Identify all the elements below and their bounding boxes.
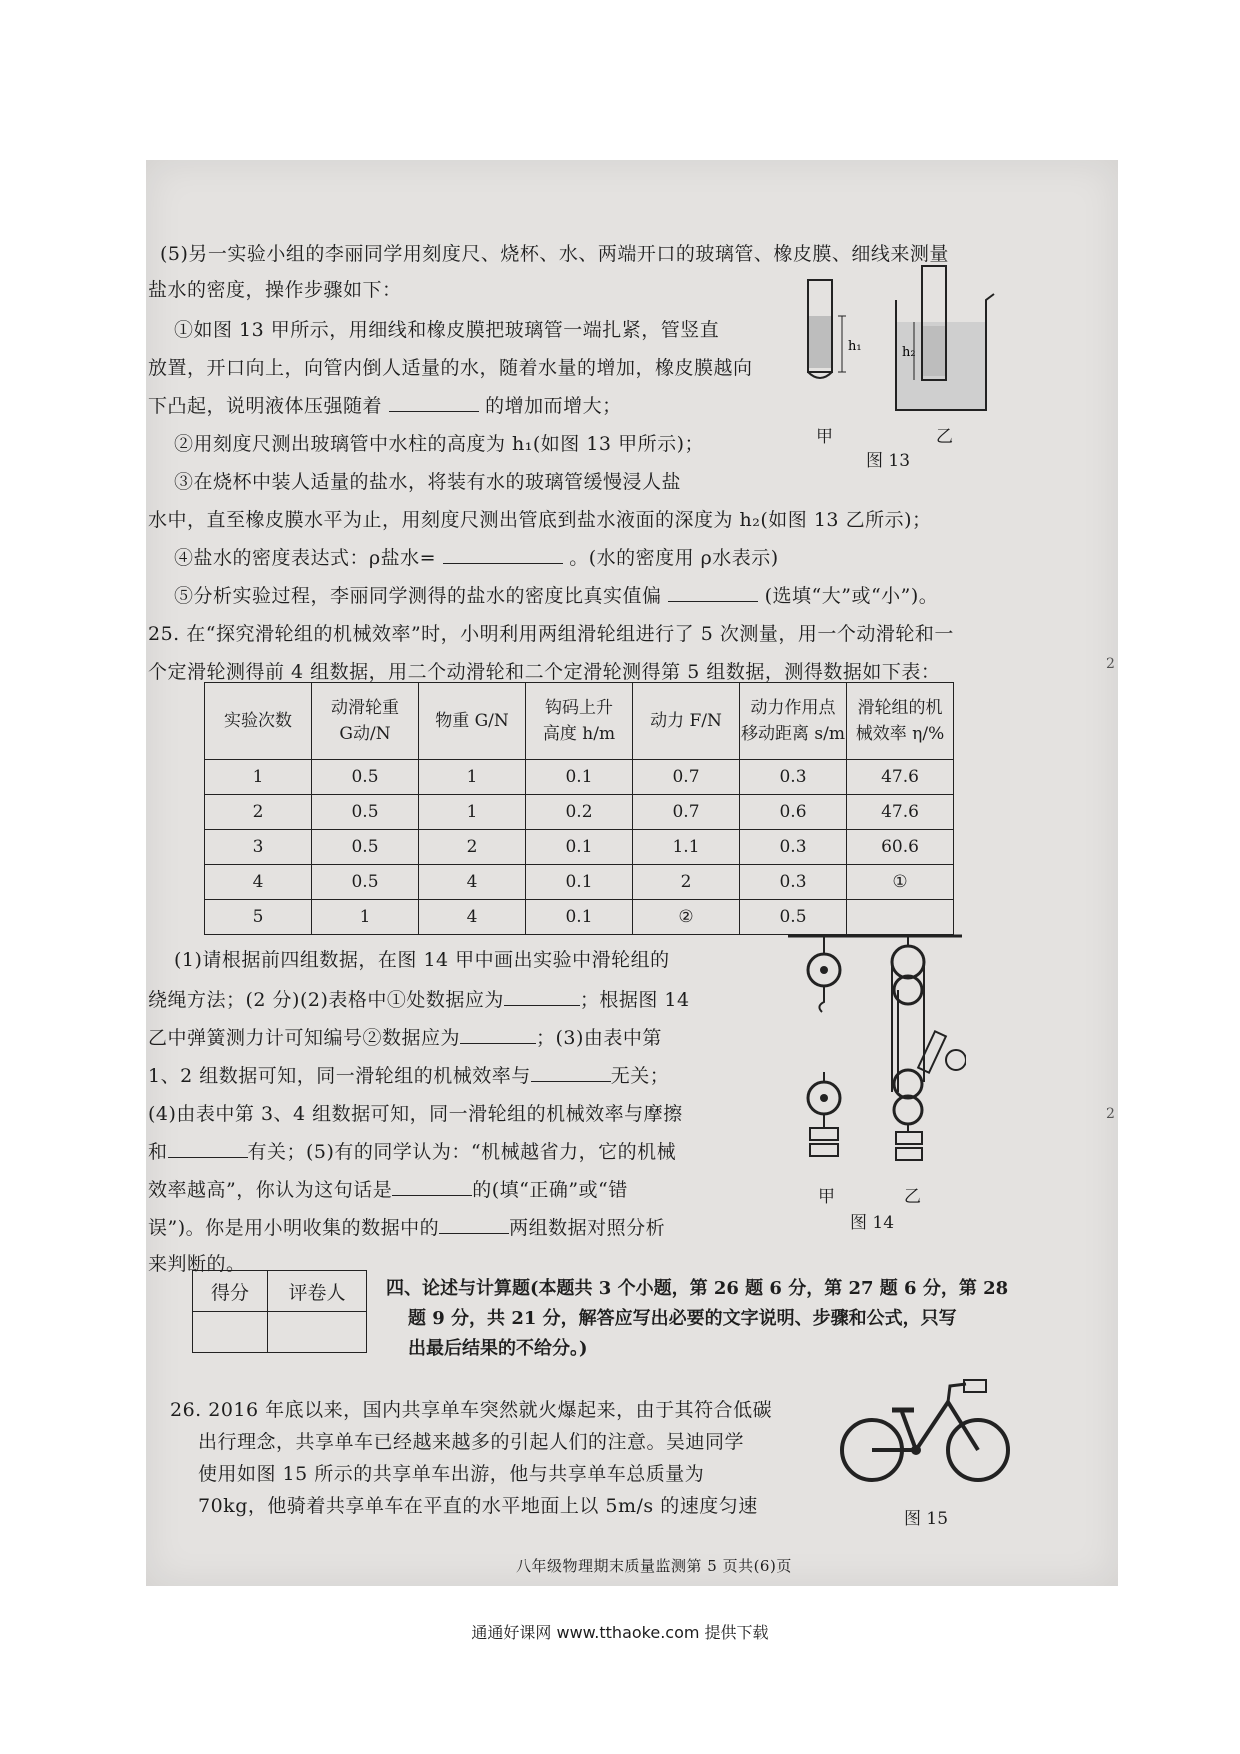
site-download-footer: 通通好课网 www.tthaoke.com 提供下载	[471, 1623, 769, 1642]
table-cell: ①	[847, 865, 954, 900]
q25-p8-pre: 误”)。你是用小明收集的数据中的	[148, 1217, 440, 1239]
table-cell: 0.5	[312, 795, 419, 830]
q25-blank-2[interactable]	[460, 1027, 536, 1044]
table-cell: 0.5	[312, 830, 419, 865]
q24-line1: (5)另一实验小组的李丽同学用刻度尺、烧杯、水、两端开口的玻璃管、橡皮膜、细线来测量	[160, 243, 949, 265]
q24-blank-3[interactable]	[668, 585, 758, 602]
header-pulley-weight: 动滑轮重 G动/N	[312, 683, 419, 760]
q25-p7-pre: 效率越高”，你认为这句话是	[148, 1179, 393, 1201]
q24-step4-pre: ④盐水的密度表达式：ρ盐水=	[174, 547, 437, 569]
q24-step5-pre: ⑤分析实验过程，李丽同学测得的盐水的密度比真实值偏	[174, 585, 662, 607]
q24-step4	[174, 546, 779, 570]
bicycle-icon	[836, 1374, 1016, 1494]
table-cell: 0.1	[526, 865, 633, 900]
q25-blank-6[interactable]	[439, 1217, 509, 1234]
table-cell: 0.2	[526, 795, 633, 830]
q24-step3b: 水中，直至橡皮膜水平为止，用刻度尺测出管底到盐水液面的深度为 h₂(如图 13 乙所示)；	[148, 509, 932, 531]
section4-l1: 四、论述与计算题(本题共 3 个小题，第 26 题 6 分，第 27 题 6 分，第 28	[386, 1278, 1009, 1299]
table-cell: 0.5	[740, 900, 847, 935]
q24-step1c	[148, 394, 622, 418]
q24-step1b: 放置，开口向上，向管内倒人适量的水，随着水量的增加，橡皮膜越向	[148, 357, 753, 379]
figure-14-pulley-diagram	[786, 932, 966, 1202]
q25-p9: 来判断的。	[148, 1253, 246, 1275]
header-force: 动力 F/N	[633, 683, 740, 760]
table-cell: 0.7	[633, 760, 740, 795]
q25-p8	[148, 1216, 665, 1240]
table-cell: 4	[419, 900, 526, 935]
table-cell: 1	[419, 760, 526, 795]
header-lift-height: 钩码上升 高度 h/m	[526, 683, 633, 760]
table-cell: 0.6	[740, 795, 847, 830]
q24-step4-post: 。(水的密度用 ρ水表示)	[569, 547, 779, 569]
q25-line2: 个定滑轮测得前 4 组数据，用二个动滑轮和二个定滑轮测得第 5 组数据，测得数据如下表：	[148, 661, 941, 683]
table-cell: ②	[633, 900, 740, 935]
table-row	[205, 830, 954, 865]
q24-step1c-post: 的增加而增大；	[485, 395, 622, 417]
q24-step1a: ①如图 13 甲所示，用细线和橡皮膜把玻璃管一端扎紧，管竖直	[174, 319, 720, 341]
q26-l3: 使用如图 15 所示的共享单车出游，他与共享单车总质量为	[198, 1463, 705, 1485]
q25-blank-1[interactable]	[504, 989, 580, 1006]
q25-p8-post: 两组数据对照分析	[509, 1217, 666, 1239]
table-cell: 0.1	[526, 900, 633, 935]
table-cell: 1	[205, 760, 312, 795]
q25-p3-pre: 乙中弹簧测力计可知编号②数据应为	[148, 1027, 461, 1049]
table-cell: 2	[419, 830, 526, 865]
q25-p3-post: ；(3)由表中第	[536, 1027, 662, 1049]
q25-p5: (4)由表中第 3、4 组数据可知，同一滑轮组的机械效率与摩擦	[148, 1103, 683, 1125]
q24-step1c-pre: 下凸起，说明液体压强随着	[148, 395, 383, 417]
table-cell: 3	[205, 830, 312, 865]
q25-line1: 25. 在“探究滑轮组的机械效率”时，小明利用两组滑轮组进行了 5 次测量，用一个动滑轮和一	[148, 623, 954, 645]
table-cell: 0.3	[740, 865, 847, 900]
header-distance: 动力作用点 移动距离 s/m	[740, 683, 847, 760]
table-cell: 2	[205, 795, 312, 830]
q25-blank-3[interactable]	[531, 1065, 611, 1082]
q25-p2-post: ；根据图 14	[579, 989, 690, 1011]
q24-step3a: ③在烧杯中装人适量的盐水，将装有水的玻璃管缓慢浸人盐	[174, 471, 682, 493]
q25-p4-pre: 1、2 组数据可知，同一滑轮组的机械效率与	[148, 1065, 531, 1087]
table-row	[205, 865, 954, 900]
q25-p2-pre: 绕绳方法；(2 分)(2)表格中①处数据应为	[148, 989, 504, 1011]
q25-p7-post: 的(填“正确”或“错	[472, 1179, 628, 1201]
q26-l2: 出行理念，共享单车已经越来越多的引起人们的注意。吴迪同学	[198, 1431, 745, 1453]
fig13-h1: h₁	[848, 339, 862, 354]
table-cell: 0.3	[740, 760, 847, 795]
fig13-label-yi: 乙	[936, 427, 953, 447]
table-cell: 0.5	[312, 865, 419, 900]
table-row	[205, 900, 954, 935]
q26-l4: 70kg，他骑着共享单车在平直的水平地面上以 5m/s 的速度匀速	[198, 1495, 758, 1517]
fig14-label-jia: 甲	[818, 1187, 835, 1207]
edge-mark: 2	[1106, 656, 1115, 672]
exam-paper-scan	[146, 160, 1118, 1586]
q24-step2: ②用刻度尺测出玻璃管中水柱的高度为 h₁(如图 13 甲所示)；	[174, 433, 704, 455]
table-cell: 0.5	[312, 760, 419, 795]
fig13-caption: 图 13	[866, 451, 911, 471]
table-cell: 4	[205, 865, 312, 900]
table-header-row	[205, 683, 954, 760]
page-number-footer: 八年级物理期末质量监测第 5 页共(6)页	[516, 1557, 792, 1575]
table-row	[205, 795, 954, 830]
table-cell: 1.1	[633, 830, 740, 865]
header-efficiency: 滑轮组的机 械效率 η/%	[847, 683, 954, 760]
q24-line2: 盐水的密度，操作步骤如下：	[148, 279, 402, 301]
q25-blank-4[interactable]	[168, 1141, 248, 1158]
score-cell[interactable]	[193, 1312, 268, 1353]
q25-p4-post: 无关；	[610, 1065, 670, 1087]
q25-p2	[148, 988, 690, 1012]
table-cell: 1	[312, 900, 419, 935]
table-cell: 0.1	[526, 760, 633, 795]
grader-cell[interactable]	[268, 1312, 367, 1353]
table-cell: 5	[205, 900, 312, 935]
q25-p6	[148, 1140, 676, 1164]
q24-blank-1[interactable]	[389, 395, 479, 412]
fig14-label-yi: 乙	[904, 1187, 921, 1207]
score-label: 得分	[193, 1271, 268, 1312]
q25-p1: (1)请根据前四组数据，在图 14 甲中画出实验中滑轮组的	[174, 949, 670, 971]
q25-p6-post: 有关；(5)有的同学认为：“机械越省力，它的机械	[247, 1141, 677, 1163]
table-cell: 0.1	[526, 830, 633, 865]
section4-l2: 题 9 分，共 21 分，解答应写出必要的文字说明、步骤和公式，只写	[408, 1308, 957, 1329]
q24-blank-2[interactable]	[443, 547, 563, 564]
fig15-caption: 图 15	[904, 1509, 949, 1529]
edge-mark: 2	[1106, 1106, 1115, 1122]
table-cell: 0.3	[740, 830, 847, 865]
table-cell: 47.6	[847, 795, 954, 830]
q25-data-table	[204, 682, 954, 935]
table-cell: 60.6	[847, 830, 954, 865]
table-cell: 0.7	[633, 795, 740, 830]
table-cell	[847, 900, 954, 935]
header-trial: 实验次数	[205, 683, 312, 760]
table-cell: 2	[633, 865, 740, 900]
q25-blank-5[interactable]	[392, 1179, 472, 1196]
q25-p7	[148, 1178, 628, 1202]
fig14-caption: 图 14	[850, 1213, 895, 1233]
q25-p3	[148, 1026, 662, 1050]
grader-label: 评卷人	[268, 1271, 367, 1312]
section4-l3: 出最后结果的不给分。)	[408, 1338, 588, 1359]
q26-l1: 26. 2016 年底以来，国内共享单车突然就火爆起来，由于其符合低碳	[170, 1399, 773, 1421]
table-row	[205, 760, 954, 795]
q24-step5-post: (选填“大”或“小”)。	[764, 585, 939, 607]
fig13-label-jia: 甲	[816, 427, 833, 447]
score-box	[192, 1270, 367, 1353]
header-load-weight: 物重 G/N	[419, 683, 526, 760]
table-cell: 4	[419, 865, 526, 900]
q24-step5	[174, 584, 938, 608]
fig13-h2: h₂	[902, 345, 916, 360]
q25-p6-pre: 和	[148, 1141, 168, 1163]
table-cell: 1	[419, 795, 526, 830]
table-cell: 47.6	[847, 760, 954, 795]
q25-p4	[148, 1064, 669, 1088]
